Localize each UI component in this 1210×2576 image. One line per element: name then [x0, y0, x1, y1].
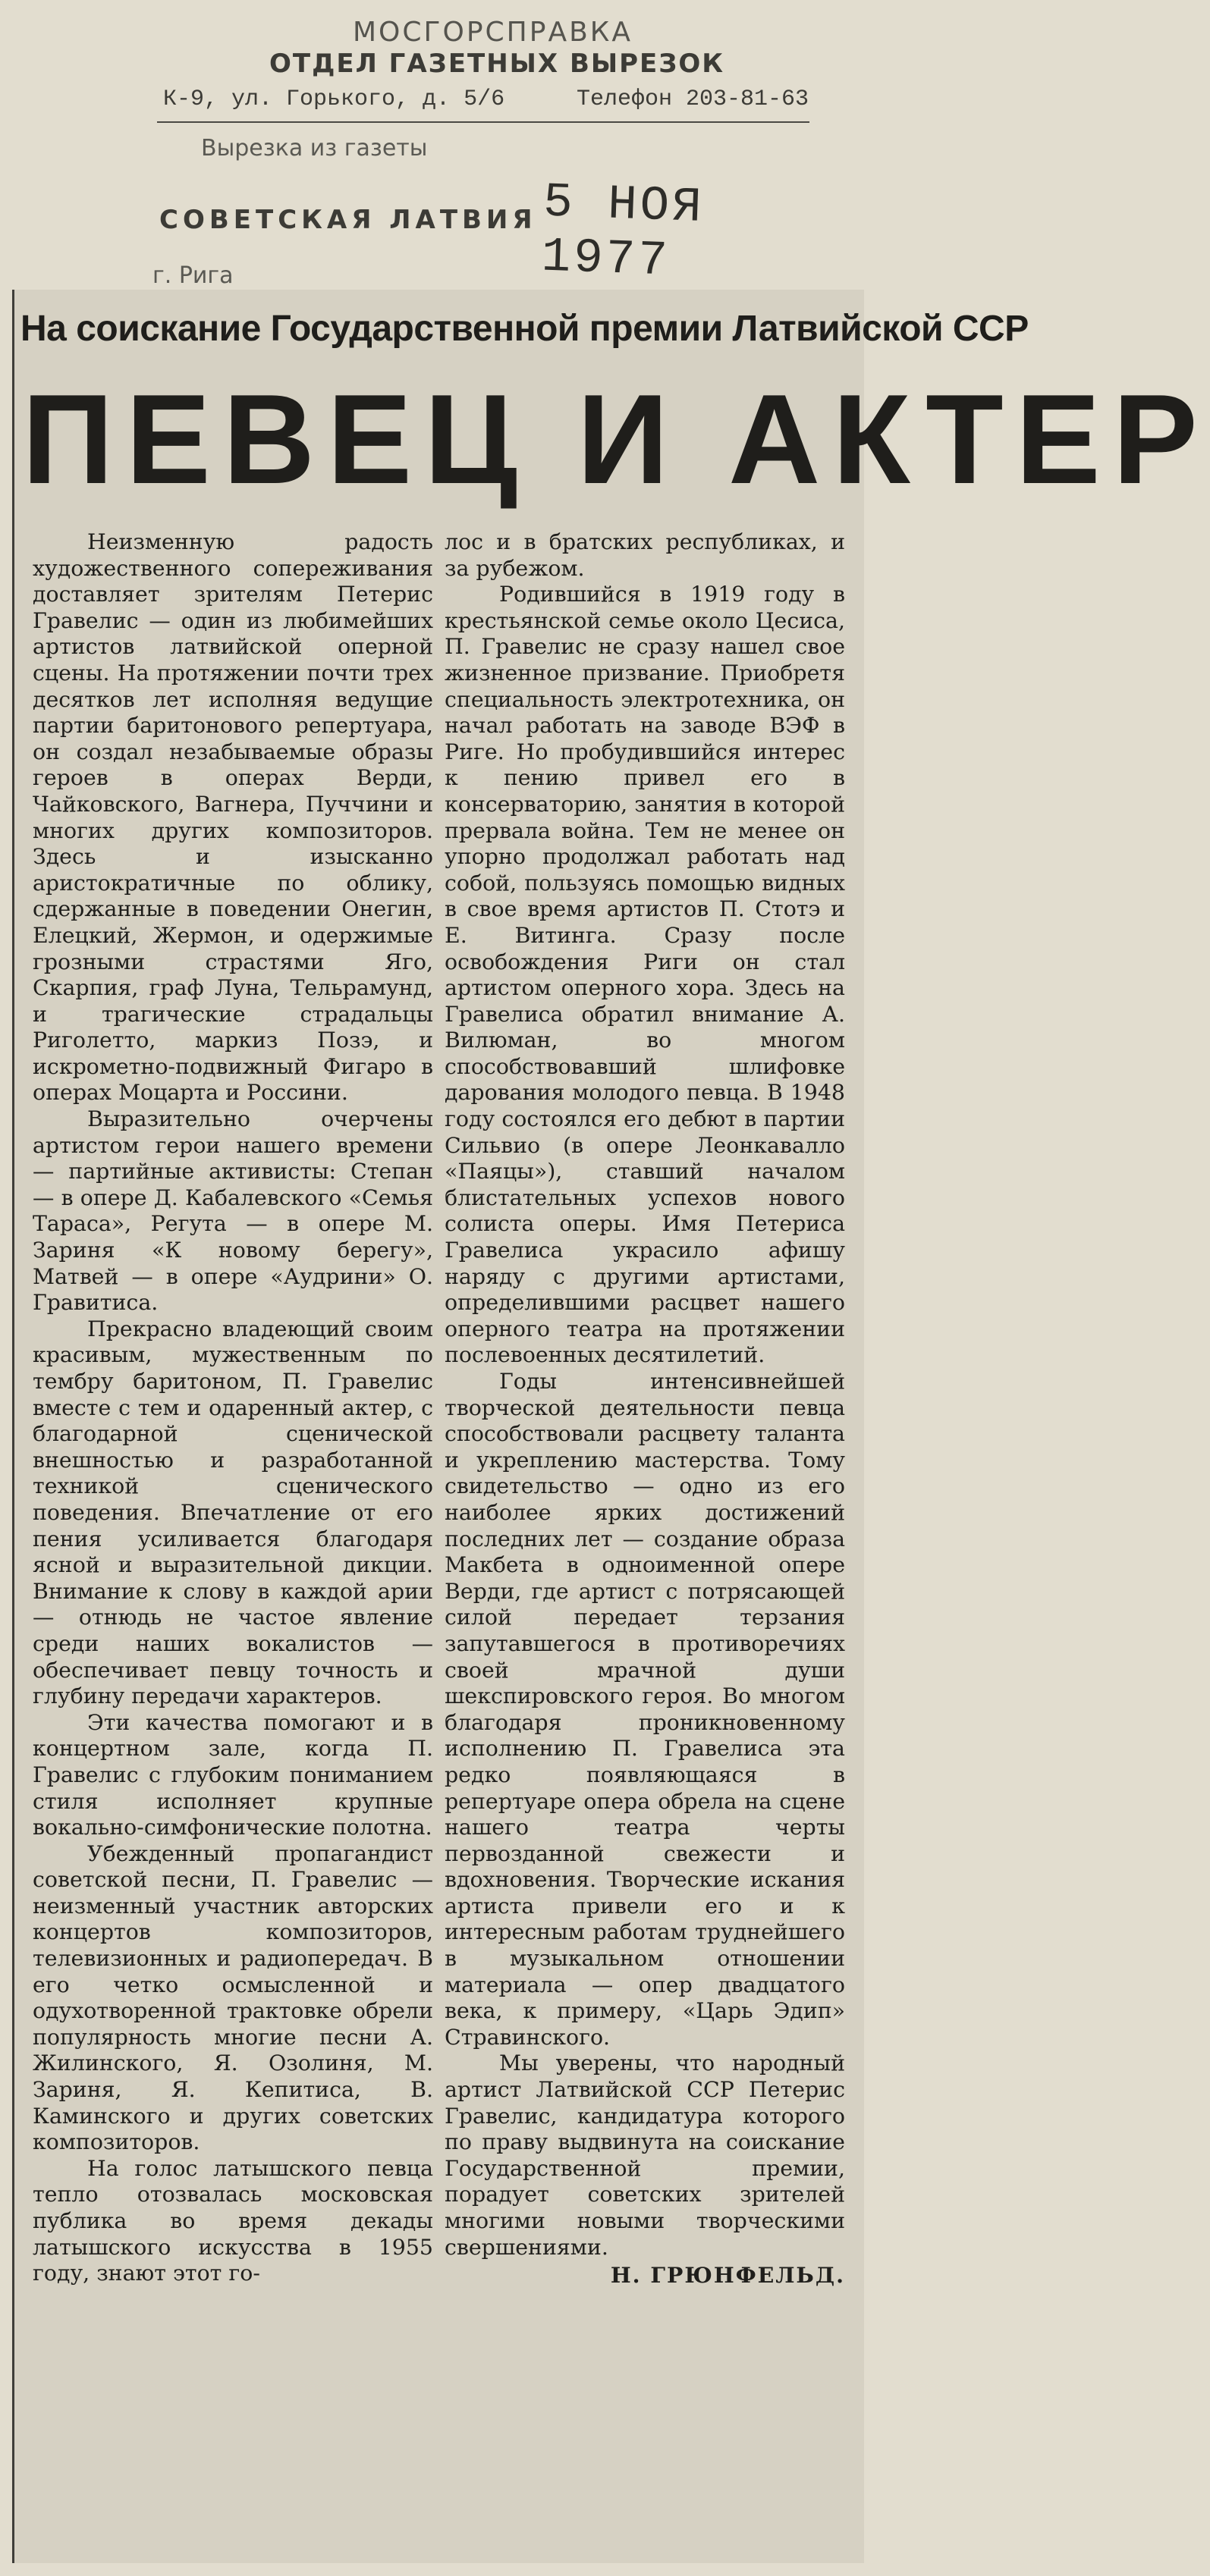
paragraph: Годы интенсивнейшей творческой деятельности певца способствовали расцвету таланта и укреплению мастерства. Тому свидетельство — одно из его наиболее ярких достижений последних лет — создание образа Макбета в одноименной опере Верди, где артист с потрясающей силой передает терзания запутавшегося в противоречиях своей мрачной души шекспировского героя. Во многом благодаря проникновенному исполнению П. Гравелиса эта редко появляющаяся в репертуаре опера обрела на сцене нашего театра черты первозданной свежести и вдохновения. Творческие искания артиста привели его и к интересным работам труднейшего в музыкальном отношении материала — опер двадцатого века, к примеру, «Царь Эдип» Стравинского.: [445, 1369, 845, 2050]
clipping-service-stamp: [148, 6, 823, 290]
paragraph: На голос латышского певца тепло отозвалась московская публика во время декады латышского искусства в 1955 году, знают этот го-: [33, 2155, 433, 2286]
stamp-newspaper: СОВЕТСКАЯ ЛАТВИЯ: [159, 205, 537, 235]
stamp-department: ОТДЕЛ ГАЗЕТНЫХ ВЫРЕЗОК: [269, 49, 725, 79]
article-column-left: [33, 529, 433, 2287]
article-kicker: На соискание Государственной премии Латвийской ССР: [20, 309, 1029, 349]
stamp-address: К-9, ул. Горького, д. 5/6: [163, 86, 505, 112]
stamp-date: 5 НОЯ 1977: [540, 175, 706, 290]
article-headline: ПЕВЕЦ И АКТЕР: [22, 368, 1210, 510]
stamp-city: г. Рига: [152, 262, 234, 289]
paragraph: Выразительно очерчены артистом герои нашего времени — партийные активисты: Степан — в опере Д. Кабалевского «Семья Тараса», Регута — в опере М. Зариня «К новому берегу», Матвей — в опере «Аудрини» О. Гравитиса.: [33, 1106, 433, 1316]
paragraph: Родившийся в 1919 году в крестьянской семье около Цесиса, П. Гравелис не сразу нашел свое жизненное призвание. Приобретя специальность электротехника, он начал работать на заводе ВЭФ в Риге. Но пробудившийся интерес к пению привел его в консерваторию, занятия в которой прервала война. Тем не менее он упорно продолжал работать над собой, пользуясь помощью видных в свое время артистов П. Стотэ и Е. Витинга. Сразу после освобождения Риги он стал артистом оперного хора. Здесь на Гравелиса обратил внимание А. Вилюман, во многом способствовавший шлифовке дарования молодого певца. В 1948 году состоялся его дебют в партии Сильвио (в опере Леонкавалло «Паяцы»), ставший началом блистательных успехов нового солиста оперы. Имя Петериса Гравелиса украсило афишу наряду с другими артистами, определившими расцвет нашего оперного театра на протяжении послевоенных десятилетий.: [445, 582, 845, 1368]
stamp-agency: МОСГОРСПРАВКА: [353, 17, 633, 48]
paragraph: Эти качества помогают и в концертном зале, когда П. Гравелис с глубоким пониманием стиля исполняет крупные вокально-симфонические полотна.: [33, 1709, 433, 1840]
article-column-right: [445, 529, 845, 2289]
paragraph: Мы уверены, что народный артист Латвийской ССР Петерис Гравелис, кандидатура которого по праву выдвинута на соискание Государственной премии, порадует советских зрителей многими новыми творческими свершениями.: [445, 2050, 845, 2260]
paragraph: Убежденный пропагандист советской песни, П. Гравелис — неизменный участник авторских концертов композиторов, телевизионных и радиопередач. В его четко осмысленной и одухотворенной трактовке обрели популярность многие песни А. Жилинского, Я. Озолиня, М. Зариня, Я. Кепитиса, В. Каминского и других советских композиторов.: [33, 1840, 433, 2155]
paragraph: Неизменную радость художественного сопереживания доставляет зрителям Петерис Гравелис — один из любимейших артистов латвийской оперной сцены. На протяжении почти трех десятков лет исполняя ведущие партии баритонового репертуара, он создал незабываемые образы героев в операх Верди, Чайковского, Вагнера, Пуччини и многих других композиторов. Здесь и изысканно аристократичные по облику, сдержанные в поведении Онегин, Елецкий, Жермон, и одержимые грозными страстями Яго, Скарпия, граф Луна, Тельрамунд, и трагические страдальцы Риголетто, маркиз Позэ, и искрометно-подвижный Фигаро в операх Моцарта и Россини.: [33, 529, 433, 1106]
paragraph: Прекрасно владеющий своим красивым, мужественным по тембру баритоном, П. Гравелис вместе с тем и одаренный актер, с благодарной сценической внешностью и разработанной техникой сценического поведения. Впечатление от его пения усиливается благодаря ясной и выразительной дикции. Внимание к слову в каждой арии — отнюдь не частое явление среди наших вокалистов — обеспечивает певцу точность и глубину передачи характеров.: [33, 1316, 433, 1709]
newspaper-clipping: [12, 290, 1210, 2563]
paragraph-continuation: лос и в братских республиках, и за рубежом.: [445, 529, 845, 581]
stamp-divider: [157, 121, 809, 123]
stamp-clip-from: Вырезка из газеты: [201, 135, 428, 162]
author-signature: Н. ГРЮНФЕЛЬД.: [610, 2262, 845, 2289]
stamp-phone: Телефон 203-81-63: [577, 86, 809, 112]
